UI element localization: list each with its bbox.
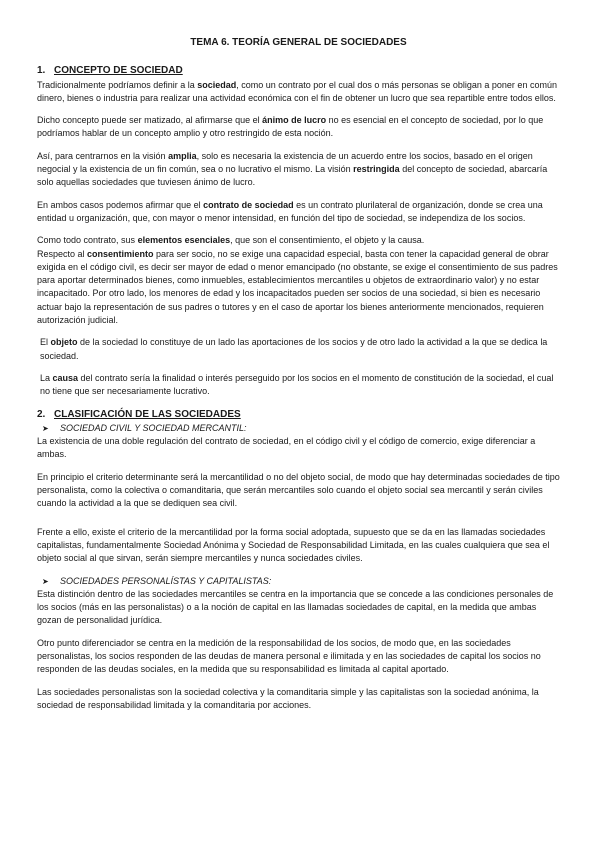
section-heading-2 [37,408,560,421]
section-heading-1 [37,64,560,77]
section-label: CONCEPTO DE SOCIEDAD [54,65,183,77]
paragraph-forma-social: Frente a ello, existe el criterio de la mercantilidad por la forma social adoptada, supuesto que se da en las llamadas sociedades capitalistas, fundamentalmente Sociedad Anónima y Sociedad de Responsabilidad Limitada, en las cuales cualquiera que sea el objeto social al que sirvan, serán siempre mercantiles y nunca sociedades civiles. [37,526,550,564]
paragraph-doble-regulacion: La existencia de una doble regulación del contrato de sociedad, en el código civil y el código de comercio, exige diferenciar a ambas. [37,436,536,460]
paragraph-causa: La causa del contrato sería la finalidad o interés perseguido por los socios en el momento de constitución de la sociedad, el cual no tiene que ser necesariamente lucrativo. [40,372,554,397]
paragraph-objeto: El objeto de la sociedad lo constituye de un lado las aportaciones de los socios y de otro lado la actividad a la que se dedica la sociedad. [40,337,548,361]
section-number: 2. [37,408,46,420]
paragraph-vision: Así, para centrarnos en la visión amplia, solo es necesaria la existencia de un acuerdo entre los socios, basado en el origen negocial y la existencia de un fin común, sea o no lucrativo el mismo. La visión restringida del concepto de sociedad, abarcaría solo aquellas sociedades que tuviesen ánimo de lucro. [37,150,548,188]
arrow-bullet-icon: ➤ [42,423,49,433]
paragraph-contrato: En ambos casos podemos afirmar que el contrato de sociedad es un contrato plurilateral de organización, donde se crea una entidad u organización, que, con mayor o menor intensidad, en función del tipo de sociedad, se independiza de los socios. [37,199,543,223]
paragraph-responsabilidad: Otro punto diferenciador se centra en la medición de la responsabilidad de los socios, de modo que, en las sociedades personalistas, los socios responden de las deudas de manera personal e ilimitada y en las sociedades de capital los socios no responden de las deudas sociales, en la medida que su responsabilidad es limitada al capital aportado. [37,637,541,675]
arrow-bullet-icon: ➤ [42,576,49,586]
paragraph-elementos: Como todo contrato, sus elementos esenciales, que son el consentimiento, el objeto y la causa. [37,235,425,246]
paragraph-distincion: Esta distinción dentro de las sociedades mercantiles se centra en la importancia que se concede a las condiciones personales de los socios (más en las personalistas) o a la noción de capital en las llamadas sociedades de capital, en la medida que ambas gozan de personalidad jurídica. [37,588,554,626]
paragraph-animo-lucro: Dicho concepto puede ser matizado, al afirmarse que el ánimo de lucro no es esencial en el concepto de sociedad, por lo que podríamos hablar de un concepto amplio y otro restringido de esta noción. [37,115,544,139]
paragraph-criterio: En principio el criterio determinante será la mercantilidad o no del objeto social, de modo que hay determinadas sociedades de tipo personalista, como la colectiva o comanditaria, que serán mercantiles solo cuando el objeto social sea mercantil y serán civiles cuando la actividad a la que se dediquen sea civil. [37,471,560,509]
paragraph-definicion: Tradicionalmente podríamos definir a la sociedad, como un contrato por el cual dos o más personas se obligan a poner en común dinero, bienes o industria para realizar una actividad económica con el fin de obtener un lucro que sea repartible entre todos ellos. [37,79,557,103]
section-label: CLASIFICACIÓN DE LAS SOCIEDADES [54,408,241,420]
subheading-civil-mercantil: ➤ SOCIEDAD CIVIL Y SOCIEDAD MERCANTIL: [37,422,560,435]
paragraph-consentimiento: Respecto al consentimiento para ser socio, no se exige una capacidad especial, basta con tener la capacidad general de obrar exigida en el código civil, es decir ser mayor de edad o menor emancipado (no obstante, se exige el consentimiento de sus padres para aportar determinados bienes, como inmuebles, establecimientos mercantiles u objetos de extraordinario valor) y no estar incapacitado. Por otro lado, los menores de edad y los incapacitados pueden ser socios de una sociedad, si bien es necesario actuar bajo la representación de sus padres o tutores y en el caso de aportar los bienes anteriormente mencionados, requieren autorización judicial. [37,248,558,326]
document-title: TEMA 6. TEORÍA GENERAL DE SOCIEDADES [190,37,407,48]
paragraph-tipos: Las sociedades personalistas son la sociedad colectiva y la comanditaria simple y las capitalistas son la sociedad anónima, la sociedad de responsabilidad limitada y la comanditaria por acciones. [37,686,539,710]
section-number: 1. [37,65,46,77]
subheading-personalistas-capitalistas: ➤ SOCIEDADES PERSONALÍSTAS Y CAPITALISTAS: [37,575,560,588]
